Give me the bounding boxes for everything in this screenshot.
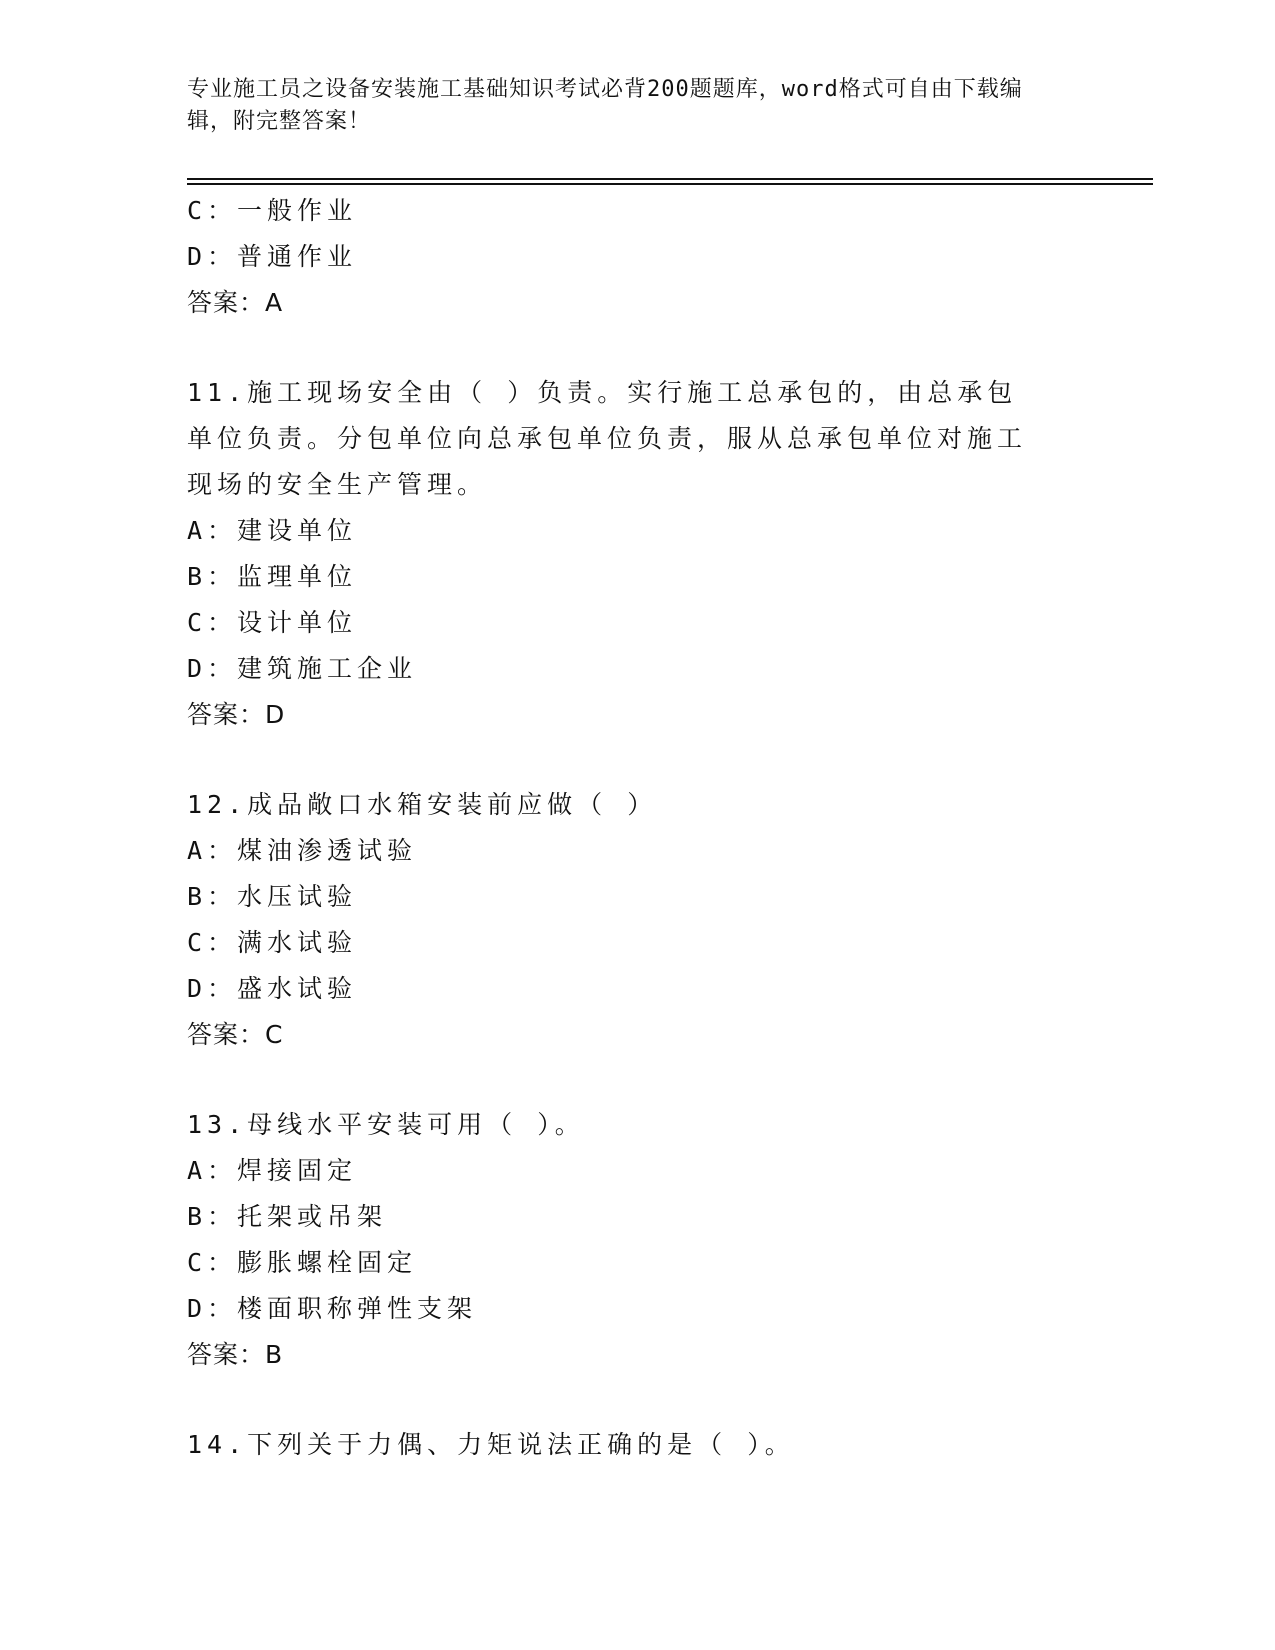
question-stem: 12.成品敞口水箱安装前应做（ ）	[187, 790, 658, 819]
option-b: B：托架或吊架	[187, 1202, 388, 1231]
option-d: D：盛水试验	[187, 974, 358, 1003]
question-14	[187, 1422, 1067, 1468]
answer: 答案：D	[187, 700, 286, 729]
option-d: D：普通作业	[187, 242, 358, 271]
question-stem: 11.施工现场安全由（ ）负责。实行施工总承包的，由总承包单位负责。分包单位向总承包单位负责，服从总承包单位对施工现场的安全生产管理。	[187, 378, 1028, 499]
question-stem: 13.母线水平安装可用（ ）。	[187, 1110, 585, 1139]
question-10-continuation	[187, 188, 1067, 326]
option-d: D：楼面职称弹性支架	[187, 1294, 478, 1323]
option-c: C：满水试验	[187, 928, 358, 957]
option-a: A：建设单位	[187, 516, 358, 545]
option-a: A：煤油渗透试验	[187, 836, 418, 865]
header-divider-bottom	[187, 183, 1153, 185]
option-b: B：监理单位	[187, 562, 358, 591]
option-c: C：设计单位	[187, 608, 358, 637]
option-c: C：一般作业	[187, 196, 358, 225]
question-stem: 14.下列关于力偶、力矩说法正确的是（ ）。	[187, 1430, 795, 1459]
answer: 答案：B	[187, 1340, 284, 1369]
question-11	[187, 370, 1067, 738]
document-header: 专业施工员之设备安装施工基础知识考试必背200题题库，word格式可自由下载编辑，附完整答案！	[187, 77, 1023, 134]
option-a: A：焊接固定	[187, 1156, 358, 1185]
answer: 答案：A	[187, 288, 284, 317]
question-13	[187, 1102, 1067, 1378]
question-list	[187, 188, 1067, 1468]
option-b: B：水压试验	[187, 882, 358, 911]
option-c: C：膨胀螺栓固定	[187, 1248, 418, 1277]
answer: 答案：C	[187, 1020, 284, 1049]
question-12	[187, 782, 1067, 1058]
header-divider-top	[187, 178, 1153, 180]
option-d: D：建筑施工企业	[187, 654, 418, 683]
